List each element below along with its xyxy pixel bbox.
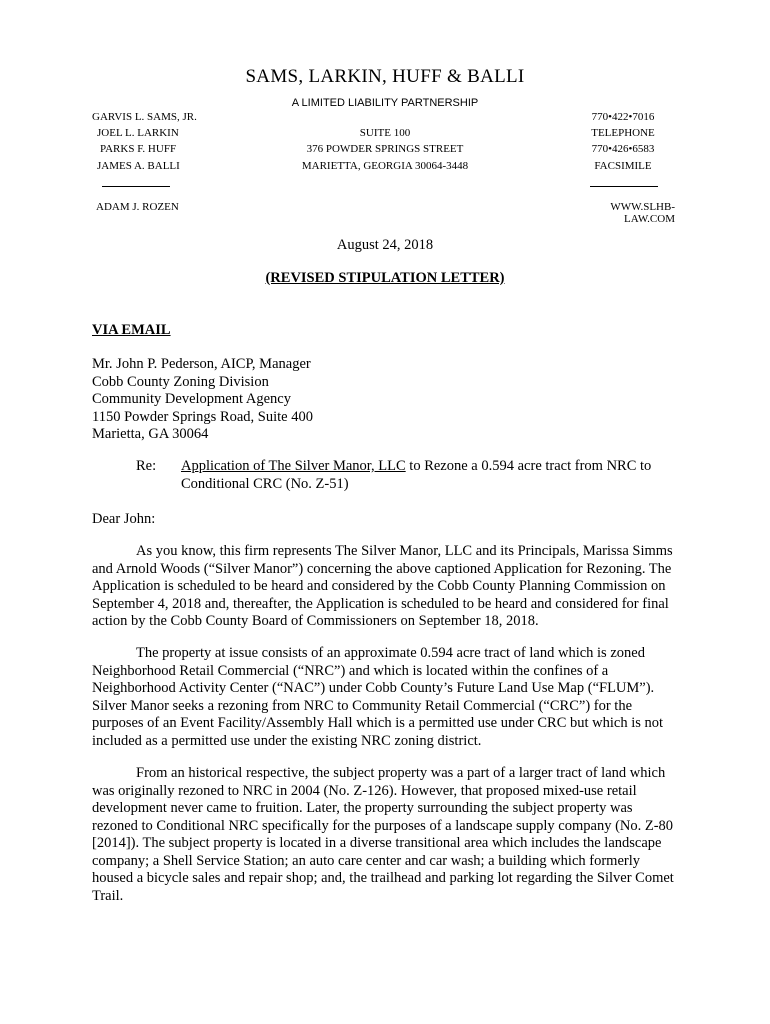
telephone-number: 770•422•7016	[591, 111, 655, 123]
divider-rule	[590, 186, 658, 187]
recipient-line: Community Development Agency	[92, 391, 291, 407]
recipient-address	[92, 356, 313, 444]
re-subject	[181, 458, 681, 493]
re-label: Re:	[136, 458, 157, 474]
paragraph-text: As you know, this firm represents The Silver Manor, LLC and its Principals, Marissa Simms and Arnold Woods (“Silver Manor”) concerning the above captioned Application for Rezoning. The Application is scheduled to be heard and considered by the Cobb County Planning Commission on September 4, 2018 and, thereafter, the Application is scheduled to be heard and considered for final action by the Cobb County Board of Commissioners on September 18, 2018.	[92, 543, 673, 629]
address-line: SUITE 100	[359, 127, 411, 139]
recipient-line: Mr. John P. Pederson, AICP, Manager	[92, 356, 311, 372]
address-line: 376 POWDER SPRINGS STREET	[306, 143, 464, 155]
re-subject-underlined: Application of The Silver Manor, LLC	[181, 458, 406, 474]
website-link[interactable]: WWW.SLHB-LAW.COM	[610, 201, 675, 225]
greeting: Dear John:	[92, 511, 156, 527]
facsimile-number: 770•426•6583	[591, 143, 655, 155]
recipient-line: 1150 Powder Springs Road, Suite 400	[92, 408, 313, 425]
re-subject-line2: Conditional CRC (No. Z-51)	[181, 475, 349, 492]
telephone-label: TELEPHONE	[591, 127, 655, 139]
body-paragraph	[92, 543, 682, 631]
firm-subtitle: A LIMITED LIABILITY PARTNERSHIP	[291, 97, 479, 109]
partner-name: JOEL L. LARKIN	[97, 127, 179, 139]
re-subject-rest: to Rezone a 0.594 acre tract from NRC to	[405, 458, 652, 474]
paragraph-text: The property at issue consists of an approximate 0.594 acre tract of land which is zoned Neighborhood Retail Commercial (“NRC”) and which is located within the confines of a Neighborhood Activity Center (“NAC”) under Cobb County’s Future Land Use Map (“FLUM”). Silver Manor seeks a rezoning from NRC to Community Retail Commercial (“CRC”) for the purposes of an Event Facility/Assembly Hall which is a permitted use under CRC but which is not included as a permitted use under the existing NRC zoning district.	[92, 645, 664, 749]
firm-name: SAMS, LARKIN, HUFF & BALLI	[245, 66, 525, 87]
divider-rule	[102, 186, 170, 187]
delivery-method: VIA EMAIL	[92, 322, 171, 338]
partner-name: GARVIS L. SAMS, JR.	[92, 111, 197, 123]
body-paragraph	[92, 765, 682, 905]
paragraph-text: From an historical respective, the subject property was a part of a larger tract of land which was originally rezoned to NRC in 2004 (No. Z-126). However, that proposed mixed-use retail development never came to fruition. Later, the property surrounding the subject property was rezoned to Conditional NRC specifically for the purposes of a landscape supply company (No. Z-80 [2014]). The subject property is located in a diverse transitional area which includes the landscape company; a Shell Service Station; an auto care center and car wash; a building which formerly housed a bicycle sales and repair shop; and, the trailhead and parking lot regarding the Silver Comet Trail.	[92, 765, 674, 904]
address-line: MARIETTA, GEORGIA 30064-3448	[301, 160, 469, 172]
associate-name: ADAM J. ROZEN	[96, 201, 179, 213]
partner-name: PARKS F. HUFF	[100, 143, 177, 155]
letter-date: August 24, 2018	[336, 237, 434, 253]
letter-title: (REVISED STIPULATION LETTER)	[265, 270, 505, 286]
body-paragraph	[92, 645, 682, 750]
facsimile-label: FACSIMILE	[594, 160, 652, 172]
recipient-line: Marietta, GA 30064	[92, 426, 209, 442]
partner-name: JAMES A. BALLI	[97, 160, 180, 172]
recipient-line: Cobb County Zoning Division	[92, 373, 269, 390]
